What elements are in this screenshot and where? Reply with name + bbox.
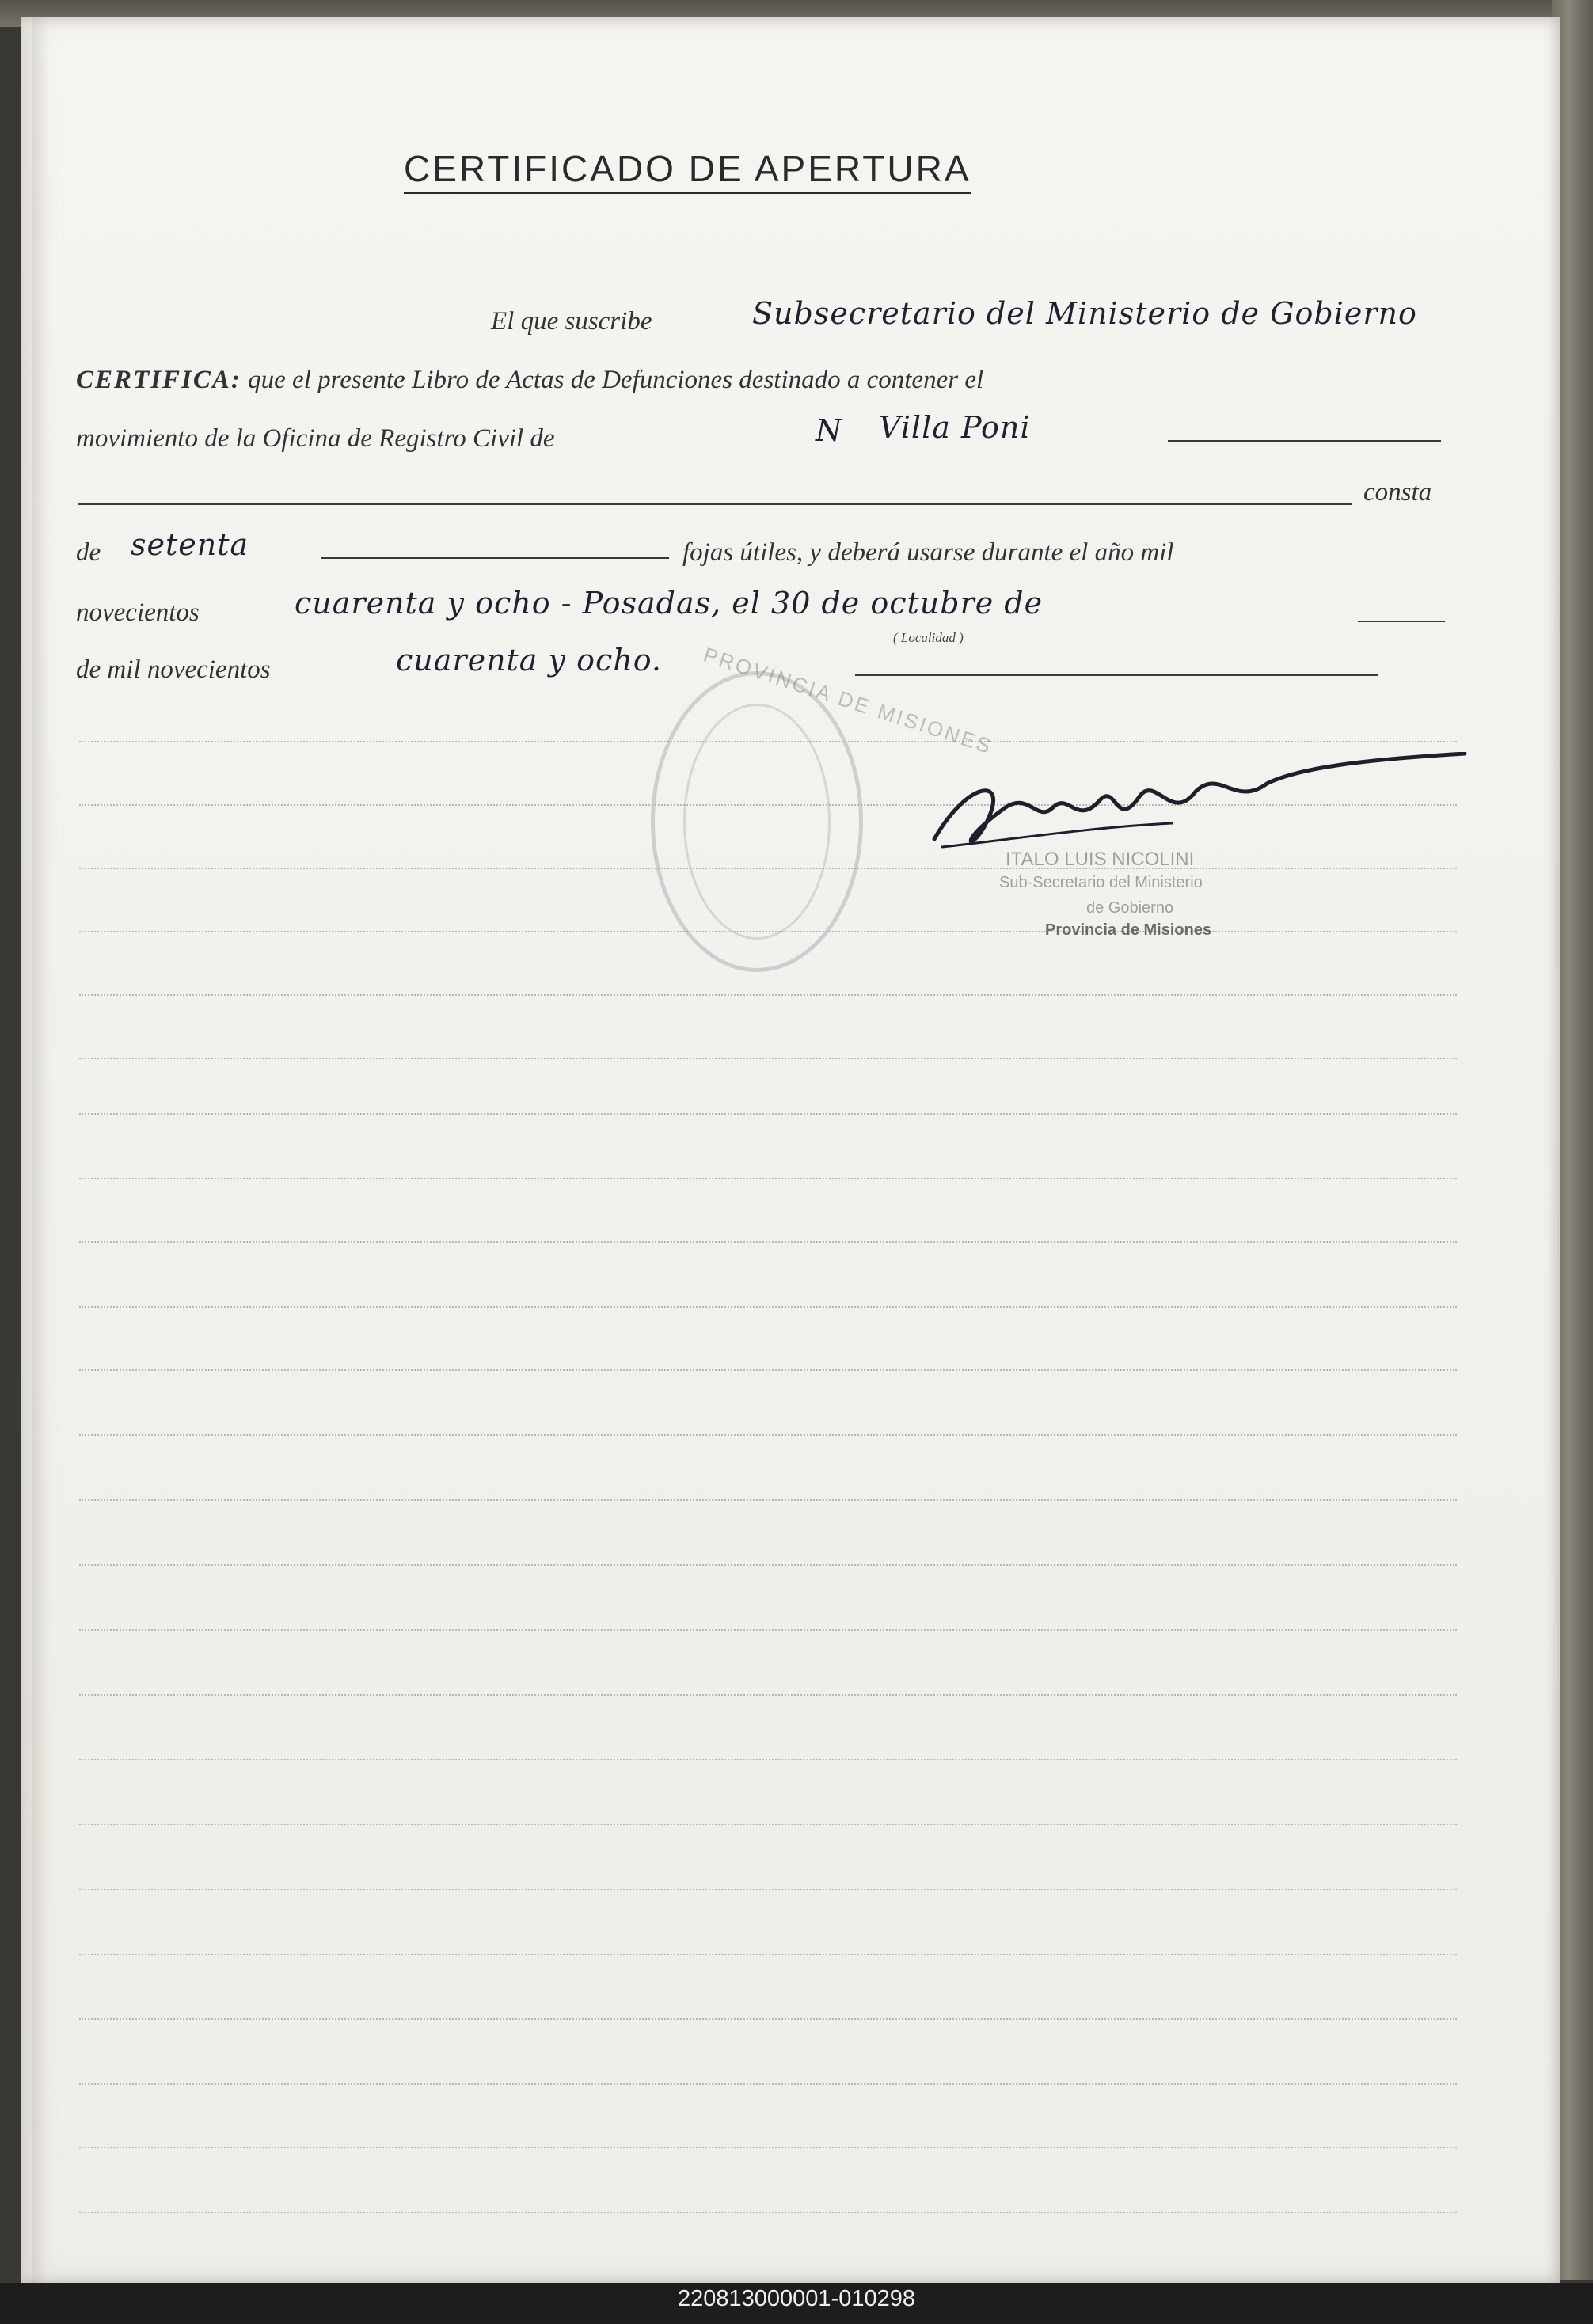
line4-fill-rule [78,503,1352,505]
ruled-line [79,1629,1457,1631]
signer-role: Sub-Secretario del Ministerio [999,874,1203,891]
line7-fill-rule [855,674,1378,676]
ruled-line [79,2147,1457,2148]
line7-handwriting: cuarenta y ocho. [396,643,663,678]
ruled-line [79,1306,1457,1308]
ruled-line [79,994,1457,996]
ruled-line [79,2212,1457,2213]
signer-name: ITALO LUIS NICOLINI [1006,849,1195,870]
line3-handwriting-prefix: N [816,413,843,448]
signature-scribble [918,752,1473,871]
certificate-title: CERTIFICADO DE APERTURA [404,147,971,194]
ruled-line [79,1178,1457,1179]
ruled-line [79,1889,1457,1890]
ruled-line [79,1058,1457,1059]
ruled-line [79,1434,1457,1436]
line5-printed-a: de [76,538,101,567]
certifica-lead: CERTIFICA: [76,366,241,394]
line5-fill-rule [321,557,669,559]
line5-handwriting: setenta [131,527,249,562]
line3-printed: movimiento de la Oficina de Registro Civil de [76,424,555,453]
ruled-line [79,1499,1457,1501]
signer-province: Provincia de Misiones [1045,921,1212,939]
line6-printed: novecientos [76,598,200,627]
signer-department: de Gobierno [1086,899,1174,917]
line1-handwriting: Subsecretario del Ministerio de Gobierno [752,296,1417,331]
ruled-line [79,1369,1457,1371]
line1-printed: El que suscribe [491,307,652,336]
ruled-line [79,1241,1457,1243]
ruled-line [79,1694,1457,1696]
ruled-line [79,1954,1457,1955]
ruled-line [79,2018,1457,2020]
locality-caption: ( Localidad ) [893,630,964,645]
line6-handwriting: cuarenta y ocho - Posadas, el 30 de octubre de [295,586,1044,621]
ruled-line [79,1113,1457,1115]
line6-fill-rule [1358,621,1445,622]
image-id-label: 220813000001-010298 [678,2286,915,2311]
ledger-page [21,17,1560,2283]
line3-handwriting: Villa Poni [879,410,1031,445]
ruled-line [79,1564,1457,1566]
line5-printed-b: fojas útiles, y deberá usarse durante el año mil [682,538,1174,567]
line3-fill-rule [1168,440,1441,442]
line7-printed: de mil novecientos [76,655,271,684]
seal-text: PROVINCIA DE MISIONES [700,642,996,759]
official-seal [651,671,863,972]
ruled-line [79,1824,1457,1825]
line2-text [76,366,983,395]
line2-printed: que el presente Libro de Actas de Defunciones destinado a contener el [248,366,984,394]
ruled-line [79,1759,1457,1760]
line4-printed: consta [1363,478,1432,507]
binding-margin [32,17,48,2283]
ruled-line [79,2083,1457,2085]
